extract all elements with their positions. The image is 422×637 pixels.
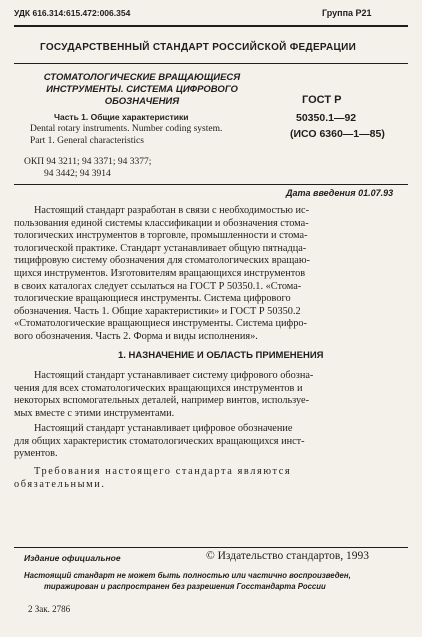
section-1-paragraph-2	[14, 423, 408, 461]
section-1-line: рументов.	[14, 448, 58, 460]
group-code: Группа Р21	[322, 8, 372, 18]
intro-line: щихся инструментов. Изготовителям вращающихся инструментов	[14, 267, 306, 279]
section-1-line: Настоящий стандарт устанавливает цифровое обозначение	[34, 423, 293, 434]
udc-code: УДК 616.314:615.472:006.354	[14, 8, 131, 18]
okp-rule	[14, 184, 408, 185]
copyright-notice: © Издательство стандартов, 1993	[206, 550, 370, 562]
intro-line: обозначения. Часть 1. Общие характеристики» и ГОСТ Р 50350.2	[14, 305, 301, 317]
official-edition: Издание официальное	[24, 553, 121, 563]
title-line-1: СТОМАТОЛОГИЧЕСКИЕ ВРАЩАЮЩИЕСЯ	[43, 72, 241, 83]
section-1-line: мых вместе с этими инструментами.	[14, 407, 175, 419]
footer-rule	[14, 547, 408, 548]
title-line-3: ОБОЗНАЧЕНИЯ	[104, 96, 180, 107]
order-number: 2 Зак. 2786	[28, 604, 71, 614]
section-1-line: Настоящий стандарт устанавливает систему цифрового обозна-	[34, 370, 314, 381]
agency-rule	[14, 63, 408, 64]
section-1-line: чения для всех стоматологических вращающихся инструментов и	[14, 382, 303, 394]
gost-number: 50350.1—92	[296, 112, 357, 124]
section-1-line: Требования настоящего стандарта являются	[34, 466, 292, 477]
intro-line: в своих каталогах следует ссылаться на ГОСТ Р 50350.1. «Стома-	[14, 280, 302, 292]
reproduction-notice-line-2: тиражирован и распространен без разрешения Госстандарта России	[44, 582, 326, 591]
intro-paragraph	[14, 205, 408, 344]
top-rule	[14, 25, 408, 27]
intro-line: вого обозначения. Часть 2. Форма и виды исполнения».	[14, 330, 258, 342]
okp-codes	[24, 156, 151, 180]
section-1-line: для общих характеристик стоматологических вращающихся инст-	[14, 435, 305, 447]
iso-reference: (ИСО 6360—1—85)	[290, 128, 385, 140]
section-1-paragraph-1	[14, 370, 408, 420]
intro-line: тологических инструментов в торговле, промышленности и стомa-	[14, 230, 308, 242]
reproduction-notice	[24, 570, 351, 592]
intro-line: пользования единой системы классификации и обозначения стома-	[14, 217, 309, 229]
standard-title	[32, 72, 252, 108]
okp-line-2: 94 3442; 94 3914	[44, 169, 111, 179]
intro-line: Настоящий стандарт разработан в связи с необходимостью ис-	[34, 205, 310, 216]
gost-label: ГОСТ Р	[302, 94, 342, 106]
english-title	[30, 123, 222, 147]
intro-date: Дата введения 01.07.93	[286, 188, 394, 198]
okp-line-1: ОКП 94 3211; 94 3371; 94 3377;	[24, 157, 152, 167]
english-title-line-1: Dental rotary instruments. Number coding system.	[30, 124, 223, 134]
reproduction-notice-line-1: Настоящий стандарт не может быть полностью или частично воспроизведен,	[24, 571, 351, 580]
title-line-2: ИНСТРУМЕНТЫ. СИСТЕМА ЦИФРОВОГО	[46, 84, 238, 95]
intro-line: тологические вращающиеся инструменты. Система цифрового	[14, 293, 291, 305]
part-title-ru: Часть 1. Общие характеристики	[54, 112, 189, 122]
english-title-line-2: Part 1. General characteristics	[30, 136, 144, 146]
section-1-heading: 1. НАЗНАЧЕНИЕ И ОБЛАСТЬ ПРИМЕНЕНИЯ	[118, 350, 324, 361]
agency-title: ГОСУДАРСТВЕННЫЙ СТАНДАРТ РОССИЙСКОЙ ФЕДЕРАЦИИ	[40, 42, 357, 53]
intro-line: тологической практике. Стандарт устанавливает общую пятнадца-	[14, 242, 307, 254]
intro-line: «Стоматологические вращающиеся инструменты. Система цифро-	[14, 318, 307, 330]
section-1-paragraph-3	[14, 466, 408, 491]
intro-line: тицифровую систему обозначения для стоматологических вращаю-	[14, 255, 310, 267]
section-1-line: обязательными.	[14, 478, 106, 490]
section-1-line: некоторых вспомогательных деталей, например винтов, используе-	[14, 395, 310, 407]
